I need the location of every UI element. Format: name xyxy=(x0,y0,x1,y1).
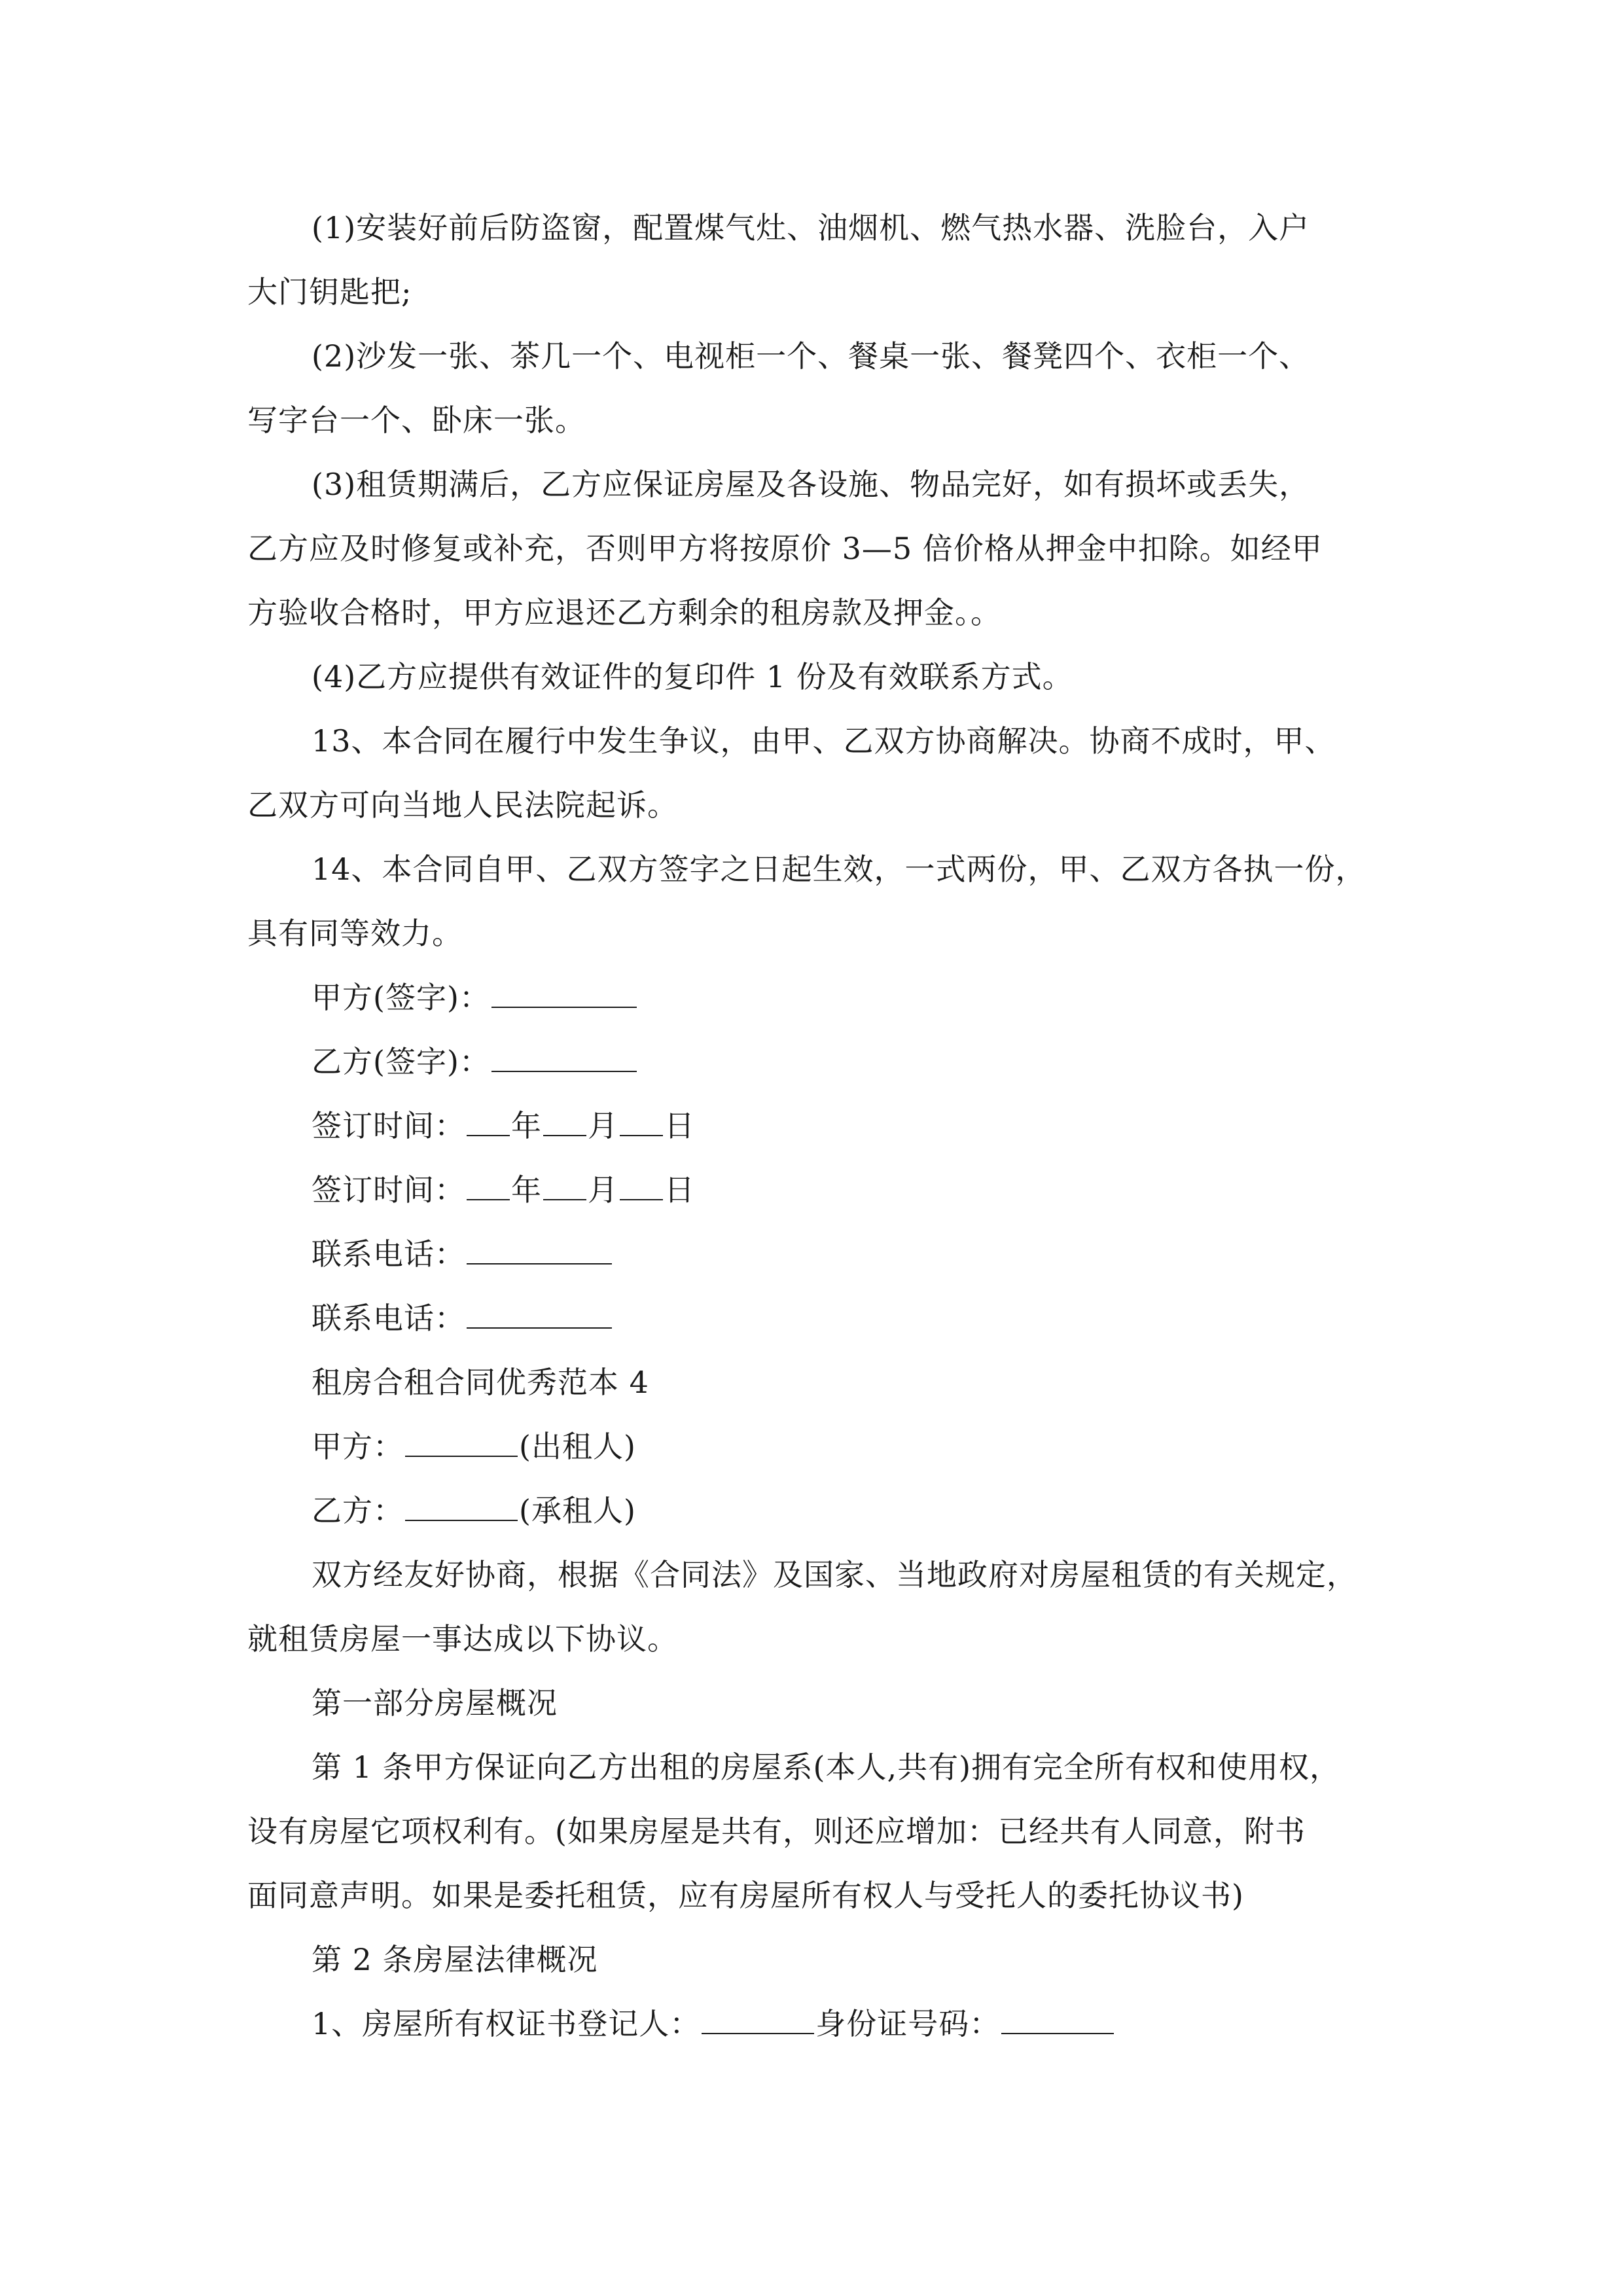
section-heading: 第一部分房屋概况 xyxy=(312,1685,558,1721)
section-title: 租房合租合同优秀范本 4 xyxy=(312,1365,649,1400)
id-number-label: 身份证号码： xyxy=(815,2006,1001,2041)
section-heading: 第 2 条房屋法律概况 xyxy=(312,1942,598,1977)
lessor-label: (出租人) xyxy=(519,1429,636,1464)
phone-line xyxy=(312,1234,613,1274)
date-blank xyxy=(467,1170,510,1200)
lessee-label: (承租人) xyxy=(519,1493,636,1528)
sign-date-label: 签订时间： xyxy=(312,1172,465,1208)
party-b-signature-line xyxy=(312,1042,638,1081)
party-a-label: 甲方： xyxy=(312,1429,404,1464)
paragraph-line: 面同意声明。如果是委托租赁，应有房屋所有权人与受托人的委托协议书) xyxy=(247,1878,1244,1913)
sign-date-line xyxy=(312,1170,695,1210)
paragraph-line: 大门钥匙把; xyxy=(247,274,412,310)
party-a-sign-label: 甲方(签字)： xyxy=(312,980,490,1015)
day-label: 日 xyxy=(664,1172,695,1208)
paragraph-line: 设有房屋它项权利有。(如果房屋是共有，则还应增加：已经共有人同意，附书 xyxy=(247,1814,1306,1849)
paragraph-line: 方验收合格时，甲方应退还乙方剩余的租房款及押金。。 xyxy=(247,595,1001,630)
paragraph-line: 13、本合同在履行中发生争议，由甲、乙双方协商解决。协商不成时，甲、 xyxy=(312,723,1336,759)
date-blank xyxy=(467,1106,510,1136)
party-a-line xyxy=(312,1427,636,1466)
paragraph-line: 双方经友好协商，根据《合同法》及国家、当地政府对房屋租赁的有关规定， xyxy=(312,1557,1357,1592)
day-label: 日 xyxy=(664,1108,695,1143)
signature-blank xyxy=(491,978,637,1008)
paragraph-line: 乙双方可向当地人民法院起诉。 xyxy=(247,787,678,823)
registrant-blank xyxy=(702,2004,814,2034)
year-label: 年 xyxy=(511,1108,542,1143)
party-blank xyxy=(405,1491,518,1521)
sign-date-label: 签订时间： xyxy=(312,1108,465,1143)
paragraph-line: 第 1 条甲方保证向乙方出租的房屋系(本人,共有)拥有完全所有权和使用权， xyxy=(312,1749,1341,1785)
paragraph-line: (4)乙方应提供有效证件的复印件 1 份及有效联系方式。 xyxy=(312,659,1073,694)
sign-date-line xyxy=(312,1106,695,1145)
id-number-blank xyxy=(1001,2004,1114,2034)
phone-label: 联系电话： xyxy=(312,1300,465,1336)
signature-blank xyxy=(491,1042,637,1072)
phone-label: 联系电话： xyxy=(312,1236,465,1272)
year-label: 年 xyxy=(511,1172,542,1208)
month-label: 月 xyxy=(588,1172,618,1208)
party-b-label: 乙方： xyxy=(312,1493,404,1528)
phone-blank xyxy=(467,1299,612,1329)
paragraph-line: 具有同等效力。 xyxy=(247,916,463,951)
paragraph-line: (3)租赁期满后，乙方应保证房屋及各设施、物品完好，如有损坏或丢失， xyxy=(312,467,1310,502)
party-blank xyxy=(405,1427,518,1457)
date-blank xyxy=(543,1106,586,1136)
paragraph-line: 写字台一个、卧床一张。 xyxy=(247,403,586,438)
party-b-line xyxy=(312,1491,636,1530)
party-b-sign-label: 乙方(签字)： xyxy=(312,1044,490,1079)
date-blank xyxy=(620,1106,663,1136)
paragraph-line: 14、本合同自甲、乙双方签字之日起生效，一式两份，甲、乙双方各执一份， xyxy=(312,852,1366,887)
date-blank xyxy=(620,1170,663,1200)
paragraph-line: 乙方应及时修复或补充，否则甲方将按原价 3—5 倍价格从押金中扣除。如经甲 xyxy=(247,531,1323,566)
month-label: 月 xyxy=(588,1108,618,1143)
paragraph-line: 就租赁房屋一事达成以下协议。 xyxy=(247,1621,678,1657)
date-blank xyxy=(543,1170,586,1200)
paragraph-line: (2)沙发一张、茶几一个、电视柜一个、餐桌一张、餐凳四个、衣柜一个、 xyxy=(312,338,1310,374)
registrant-label: 1、房屋所有权证书登记人： xyxy=(312,2006,701,2041)
paragraph-line: (1)安装好前后防盗窗，配置煤气灶、油烟机、燃气热水器、洗脸台，入户 xyxy=(312,210,1310,245)
phone-blank xyxy=(467,1234,612,1265)
phone-line xyxy=(312,1299,613,1338)
ownership-line xyxy=(312,2004,1115,2043)
party-a-signature-line xyxy=(312,978,638,1017)
